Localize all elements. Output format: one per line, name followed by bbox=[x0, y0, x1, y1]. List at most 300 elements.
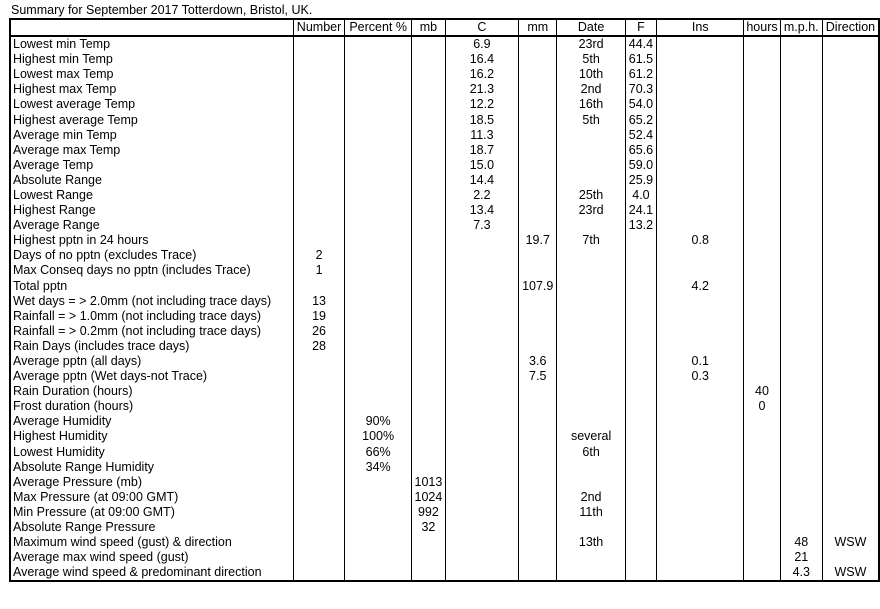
number-col-cell bbox=[293, 158, 344, 173]
mm-col-cell bbox=[519, 52, 557, 67]
percent-col-cell bbox=[345, 203, 412, 218]
hours-col-cell bbox=[744, 158, 780, 173]
row-label: Min Pressure (at 09:00 GMT) bbox=[10, 505, 293, 520]
celsius-col-cell: 2.2 bbox=[445, 188, 518, 203]
direction-col-cell bbox=[822, 339, 879, 354]
percent-col-cell bbox=[345, 565, 412, 581]
number-col-cell bbox=[293, 67, 344, 82]
mb-col-cell bbox=[412, 52, 446, 67]
mm-col-cell bbox=[519, 429, 557, 444]
celsius-col-cell bbox=[445, 263, 518, 278]
celsius-col-cell bbox=[445, 233, 518, 248]
percent-col-cell bbox=[345, 188, 412, 203]
fahrenheit-col-cell: 59.0 bbox=[625, 158, 656, 173]
fahrenheit-col-cell: 24.1 bbox=[625, 203, 656, 218]
celsius-col-cell bbox=[445, 414, 518, 429]
mph-col-cell bbox=[780, 248, 822, 263]
percent-col-cell bbox=[345, 339, 412, 354]
date-col-cell bbox=[557, 550, 625, 565]
row-label: Average max Temp bbox=[10, 143, 293, 158]
celsius-col-cell: 11.3 bbox=[445, 128, 518, 143]
inches-col-cell bbox=[657, 445, 744, 460]
number-col-cell bbox=[293, 475, 344, 490]
celsius-col-cell bbox=[445, 429, 518, 444]
fahrenheit-col-cell bbox=[625, 550, 656, 565]
header-fahrenheit-col: F bbox=[625, 19, 656, 36]
celsius-col-cell bbox=[445, 490, 518, 505]
row-label: Max Conseq days no pptn (includes Trace) bbox=[10, 263, 293, 278]
number-col-cell bbox=[293, 414, 344, 429]
celsius-col-cell bbox=[445, 445, 518, 460]
date-col-cell bbox=[557, 520, 625, 535]
percent-col-cell bbox=[345, 490, 412, 505]
mb-col-cell bbox=[412, 233, 446, 248]
mm-col-cell bbox=[519, 309, 557, 324]
table-row bbox=[10, 67, 879, 82]
row-label: Wet days = > 2.0mm (not including trace days) bbox=[10, 294, 293, 309]
row-label: Rainfall = > 1.0mm (not including trace days) bbox=[10, 309, 293, 324]
table-row bbox=[10, 414, 879, 429]
fahrenheit-col-cell: 61.5 bbox=[625, 52, 656, 67]
number-col-cell bbox=[293, 279, 344, 294]
mb-col-cell bbox=[412, 279, 446, 294]
mph-col-cell bbox=[780, 505, 822, 520]
hours-col-cell bbox=[744, 203, 780, 218]
mm-col-cell bbox=[519, 263, 557, 278]
mb-col-cell bbox=[412, 143, 446, 158]
hours-col-cell bbox=[744, 354, 780, 369]
row-label: Highest pptn in 24 hours bbox=[10, 233, 293, 248]
inches-col-cell bbox=[657, 384, 744, 399]
mph-col-cell bbox=[780, 460, 822, 475]
mm-col-cell bbox=[519, 82, 557, 97]
percent-col-cell bbox=[345, 36, 412, 52]
row-label: Lowest average Temp bbox=[10, 97, 293, 112]
row-label: Average Humidity bbox=[10, 414, 293, 429]
celsius-col-cell: 15.0 bbox=[445, 158, 518, 173]
percent-col-cell bbox=[345, 309, 412, 324]
direction-col-cell bbox=[822, 354, 879, 369]
fahrenheit-col-cell bbox=[625, 399, 656, 414]
inches-col-cell bbox=[657, 324, 744, 339]
date-col-cell: 25th bbox=[557, 188, 625, 203]
mph-col-cell bbox=[780, 97, 822, 112]
hours-col-cell bbox=[744, 429, 780, 444]
mm-col-cell bbox=[519, 294, 557, 309]
direction-col-cell bbox=[822, 143, 879, 158]
direction-col-cell bbox=[822, 233, 879, 248]
number-col-cell bbox=[293, 505, 344, 520]
percent-col-cell bbox=[345, 520, 412, 535]
mm-col-cell bbox=[519, 475, 557, 490]
direction-col-cell bbox=[822, 429, 879, 444]
celsius-col-cell: 18.5 bbox=[445, 112, 518, 127]
celsius-col-cell bbox=[445, 475, 518, 490]
celsius-col-cell bbox=[445, 369, 518, 384]
date-col-cell bbox=[557, 248, 625, 263]
hours-col-cell bbox=[744, 324, 780, 339]
percent-col-cell bbox=[345, 354, 412, 369]
inches-col-cell: 0.3 bbox=[657, 369, 744, 384]
date-col-cell bbox=[557, 173, 625, 188]
hours-col-cell bbox=[744, 309, 780, 324]
mph-col-cell bbox=[780, 263, 822, 278]
mph-col-cell: 21 bbox=[780, 550, 822, 565]
mph-col-cell bbox=[780, 414, 822, 429]
row-label: Lowest Humidity bbox=[10, 445, 293, 460]
date-col-cell: 5th bbox=[557, 52, 625, 67]
date-col-cell: 2nd bbox=[557, 82, 625, 97]
table-row bbox=[10, 384, 879, 399]
percent-col-cell bbox=[345, 218, 412, 233]
header-mm-col: mm bbox=[519, 19, 557, 36]
percent-col-cell bbox=[345, 399, 412, 414]
mb-col-cell bbox=[412, 369, 446, 384]
celsius-col-cell bbox=[445, 309, 518, 324]
number-col-cell bbox=[293, 384, 344, 399]
percent-col-cell: 34% bbox=[345, 460, 412, 475]
date-col-cell bbox=[557, 279, 625, 294]
direction-col-cell bbox=[822, 294, 879, 309]
mph-col-cell bbox=[780, 490, 822, 505]
table-row bbox=[10, 324, 879, 339]
fahrenheit-col-cell: 44.4 bbox=[625, 36, 656, 52]
mph-col-cell bbox=[780, 82, 822, 97]
direction-col-cell bbox=[822, 369, 879, 384]
direction-col-cell bbox=[822, 384, 879, 399]
percent-col-cell bbox=[345, 550, 412, 565]
fahrenheit-col-cell bbox=[625, 445, 656, 460]
hours-col-cell bbox=[744, 233, 780, 248]
percent-col-cell bbox=[345, 158, 412, 173]
mph-col-cell bbox=[780, 309, 822, 324]
inches-col-cell bbox=[657, 520, 744, 535]
header-mb-col: mb bbox=[412, 19, 446, 36]
date-col-cell: 16th bbox=[557, 97, 625, 112]
celsius-col-cell: 7.3 bbox=[445, 218, 518, 233]
inches-col-cell bbox=[657, 414, 744, 429]
mph-col-cell bbox=[780, 369, 822, 384]
mb-col-cell bbox=[412, 399, 446, 414]
date-col-cell bbox=[557, 369, 625, 384]
percent-col-cell bbox=[345, 279, 412, 294]
row-label: Average Temp bbox=[10, 158, 293, 173]
mm-col-cell bbox=[519, 36, 557, 52]
mph-col-cell bbox=[780, 203, 822, 218]
number-col-cell: 26 bbox=[293, 324, 344, 339]
number-col-cell bbox=[293, 143, 344, 158]
fahrenheit-col-cell bbox=[625, 505, 656, 520]
direction-col-cell bbox=[822, 279, 879, 294]
direction-col-cell: WSW bbox=[822, 565, 879, 581]
hours-col-cell bbox=[744, 143, 780, 158]
direction-col-cell bbox=[822, 52, 879, 67]
inches-col-cell bbox=[657, 505, 744, 520]
row-label: Average wind speed & predominant direction bbox=[10, 565, 293, 581]
fahrenheit-col-cell bbox=[625, 475, 656, 490]
row-label: Highest min Temp bbox=[10, 52, 293, 67]
number-col-cell bbox=[293, 203, 344, 218]
percent-col-cell bbox=[345, 369, 412, 384]
table-row bbox=[10, 475, 879, 490]
percent-col-cell: 90% bbox=[345, 414, 412, 429]
row-label: Average Range bbox=[10, 218, 293, 233]
percent-col-cell bbox=[345, 324, 412, 339]
inches-col-cell bbox=[657, 263, 744, 278]
inches-col-cell bbox=[657, 550, 744, 565]
date-col-cell bbox=[557, 324, 625, 339]
mph-col-cell bbox=[780, 52, 822, 67]
mph-col-cell bbox=[780, 324, 822, 339]
mm-col-cell bbox=[519, 505, 557, 520]
celsius-col-cell: 16.4 bbox=[445, 52, 518, 67]
celsius-col-cell bbox=[445, 384, 518, 399]
inches-col-cell: 0.8 bbox=[657, 233, 744, 248]
number-col-cell bbox=[293, 460, 344, 475]
mph-col-cell: 4.3 bbox=[780, 565, 822, 581]
table-row bbox=[10, 535, 879, 550]
mph-col-cell bbox=[780, 384, 822, 399]
header-mph-col: m.p.h. bbox=[780, 19, 822, 36]
celsius-col-cell: 13.4 bbox=[445, 203, 518, 218]
celsius-col-cell bbox=[445, 520, 518, 535]
hours-col-cell bbox=[744, 248, 780, 263]
table-body bbox=[10, 36, 879, 581]
inches-col-cell bbox=[657, 203, 744, 218]
number-col-cell bbox=[293, 82, 344, 97]
row-label: Average Pressure (mb) bbox=[10, 475, 293, 490]
mb-col-cell bbox=[412, 112, 446, 127]
fahrenheit-col-cell bbox=[625, 233, 656, 248]
number-col-cell bbox=[293, 112, 344, 127]
direction-col-cell bbox=[822, 158, 879, 173]
direction-col-cell bbox=[822, 203, 879, 218]
direction-col-cell bbox=[822, 324, 879, 339]
date-col-cell: 6th bbox=[557, 445, 625, 460]
row-label: Highest average Temp bbox=[10, 112, 293, 127]
fahrenheit-col-cell bbox=[625, 294, 656, 309]
row-label: Average pptn (all days) bbox=[10, 354, 293, 369]
table-row bbox=[10, 279, 879, 294]
table-row bbox=[10, 128, 879, 143]
table-row bbox=[10, 112, 879, 127]
direction-col-cell bbox=[822, 97, 879, 112]
percent-col-cell bbox=[345, 475, 412, 490]
fahrenheit-col-cell bbox=[625, 248, 656, 263]
mb-col-cell bbox=[412, 203, 446, 218]
table-row bbox=[10, 520, 879, 535]
direction-col-cell bbox=[822, 188, 879, 203]
hours-col-cell bbox=[744, 490, 780, 505]
date-col-cell bbox=[557, 158, 625, 173]
direction-col-cell bbox=[822, 36, 879, 52]
mm-col-cell bbox=[519, 445, 557, 460]
direction-col-cell bbox=[822, 475, 879, 490]
row-label: Days of no pptn (excludes Trace) bbox=[10, 248, 293, 263]
direction-col-cell bbox=[822, 505, 879, 520]
celsius-col-cell bbox=[445, 294, 518, 309]
row-label: Total pptn bbox=[10, 279, 293, 294]
percent-col-cell bbox=[345, 82, 412, 97]
mph-col-cell: 48 bbox=[780, 535, 822, 550]
percent-col-cell bbox=[345, 384, 412, 399]
date-col-cell bbox=[557, 414, 625, 429]
mph-col-cell bbox=[780, 399, 822, 414]
mm-col-cell bbox=[519, 218, 557, 233]
date-col-cell bbox=[557, 218, 625, 233]
mb-col-cell bbox=[412, 36, 446, 52]
date-col-cell bbox=[557, 128, 625, 143]
mm-col-cell bbox=[519, 460, 557, 475]
hours-col-cell bbox=[744, 550, 780, 565]
mm-col-cell bbox=[519, 520, 557, 535]
celsius-col-cell: 21.3 bbox=[445, 82, 518, 97]
hours-col-cell: 40 bbox=[744, 384, 780, 399]
mm-col-cell bbox=[519, 158, 557, 173]
fahrenheit-col-cell bbox=[625, 565, 656, 581]
hours-col-cell bbox=[744, 67, 780, 82]
mb-col-cell bbox=[412, 263, 446, 278]
inches-col-cell bbox=[657, 218, 744, 233]
direction-col-cell bbox=[822, 173, 879, 188]
header-percent-col: Percent % bbox=[345, 19, 412, 36]
table-row bbox=[10, 36, 879, 52]
mm-col-cell bbox=[519, 203, 557, 218]
mph-col-cell bbox=[780, 475, 822, 490]
number-col-cell bbox=[293, 52, 344, 67]
hours-col-cell bbox=[744, 82, 780, 97]
inches-col-cell: 0.1 bbox=[657, 354, 744, 369]
mph-col-cell bbox=[780, 218, 822, 233]
hours-col-cell bbox=[744, 52, 780, 67]
row-label: Absolute Range Humidity bbox=[10, 460, 293, 475]
row-label: Rain Days (includes trace days) bbox=[10, 339, 293, 354]
date-col-cell bbox=[557, 294, 625, 309]
table-row bbox=[10, 460, 879, 475]
mb-col-cell bbox=[412, 218, 446, 233]
row-label: Lowest min Temp bbox=[10, 36, 293, 52]
hours-col-cell bbox=[744, 460, 780, 475]
hours-col-cell bbox=[744, 475, 780, 490]
fahrenheit-col-cell: 13.2 bbox=[625, 218, 656, 233]
row-label: Absolute Range bbox=[10, 173, 293, 188]
table-row bbox=[10, 339, 879, 354]
header-celsius-col: C bbox=[445, 19, 518, 36]
mb-col-cell bbox=[412, 414, 446, 429]
direction-col-cell bbox=[822, 309, 879, 324]
fahrenheit-col-cell: 70.3 bbox=[625, 82, 656, 97]
hours-col-cell bbox=[744, 520, 780, 535]
header-direction-col: Direction bbox=[822, 19, 879, 36]
number-col-cell bbox=[293, 550, 344, 565]
direction-col-cell bbox=[822, 67, 879, 82]
hours-col-cell bbox=[744, 445, 780, 460]
fahrenheit-col-cell bbox=[625, 490, 656, 505]
hours-col-cell bbox=[744, 188, 780, 203]
hours-col-cell bbox=[744, 505, 780, 520]
fahrenheit-col-cell bbox=[625, 460, 656, 475]
mm-col-cell bbox=[519, 550, 557, 565]
inches-col-cell bbox=[657, 82, 744, 97]
date-col-cell: 10th bbox=[557, 67, 625, 82]
celsius-col-cell bbox=[445, 248, 518, 263]
fahrenheit-col-cell bbox=[625, 414, 656, 429]
mb-col-cell bbox=[412, 384, 446, 399]
mph-col-cell bbox=[780, 67, 822, 82]
mph-col-cell bbox=[780, 339, 822, 354]
date-col-cell bbox=[557, 475, 625, 490]
summary-table bbox=[9, 18, 880, 582]
hours-col-cell: 0 bbox=[744, 399, 780, 414]
mph-col-cell bbox=[780, 429, 822, 444]
inches-col-cell bbox=[657, 309, 744, 324]
number-col-cell bbox=[293, 97, 344, 112]
hours-col-cell bbox=[744, 414, 780, 429]
table-row bbox=[10, 248, 879, 263]
mm-col-cell bbox=[519, 490, 557, 505]
date-col-cell bbox=[557, 143, 625, 158]
percent-col-cell bbox=[345, 248, 412, 263]
header-label-col bbox=[10, 19, 293, 36]
row-label: Lowest max Temp bbox=[10, 67, 293, 82]
row-label: Rainfall = > 0.2mm (not including trace days) bbox=[10, 324, 293, 339]
percent-col-cell bbox=[345, 52, 412, 67]
date-col-cell: 11th bbox=[557, 505, 625, 520]
direction-col-cell: WSW bbox=[822, 535, 879, 550]
inches-col-cell bbox=[657, 36, 744, 52]
celsius-col-cell: 12.2 bbox=[445, 97, 518, 112]
mph-col-cell bbox=[780, 188, 822, 203]
date-col-cell: 2nd bbox=[557, 490, 625, 505]
table-row bbox=[10, 369, 879, 384]
mm-col-cell bbox=[519, 399, 557, 414]
direction-col-cell bbox=[822, 490, 879, 505]
inches-col-cell bbox=[657, 399, 744, 414]
hours-col-cell bbox=[744, 369, 780, 384]
hours-col-cell bbox=[744, 36, 780, 52]
fahrenheit-col-cell bbox=[625, 309, 656, 324]
inches-col-cell bbox=[657, 112, 744, 127]
number-col-cell bbox=[293, 445, 344, 460]
mb-col-cell bbox=[412, 535, 446, 550]
hours-col-cell bbox=[744, 173, 780, 188]
table-row bbox=[10, 52, 879, 67]
number-col-cell bbox=[293, 535, 344, 550]
inches-col-cell bbox=[657, 294, 744, 309]
fahrenheit-col-cell bbox=[625, 354, 656, 369]
celsius-col-cell: 14.4 bbox=[445, 173, 518, 188]
celsius-col-cell bbox=[445, 535, 518, 550]
inches-col-cell bbox=[657, 143, 744, 158]
mm-col-cell bbox=[519, 248, 557, 263]
mm-col-cell: 107.9 bbox=[519, 279, 557, 294]
mph-col-cell bbox=[780, 143, 822, 158]
hours-col-cell bbox=[744, 218, 780, 233]
direction-col-cell bbox=[822, 550, 879, 565]
mm-col-cell: 7.5 bbox=[519, 369, 557, 384]
percent-col-cell bbox=[345, 128, 412, 143]
inches-col-cell bbox=[657, 429, 744, 444]
mb-col-cell bbox=[412, 173, 446, 188]
celsius-col-cell bbox=[445, 399, 518, 414]
inches-col-cell bbox=[657, 67, 744, 82]
date-col-cell bbox=[557, 460, 625, 475]
celsius-col-cell: 6.9 bbox=[445, 36, 518, 52]
direction-col-cell bbox=[822, 128, 879, 143]
mm-col-cell bbox=[519, 173, 557, 188]
celsius-col-cell bbox=[445, 460, 518, 475]
row-label: Highest Humidity bbox=[10, 429, 293, 444]
